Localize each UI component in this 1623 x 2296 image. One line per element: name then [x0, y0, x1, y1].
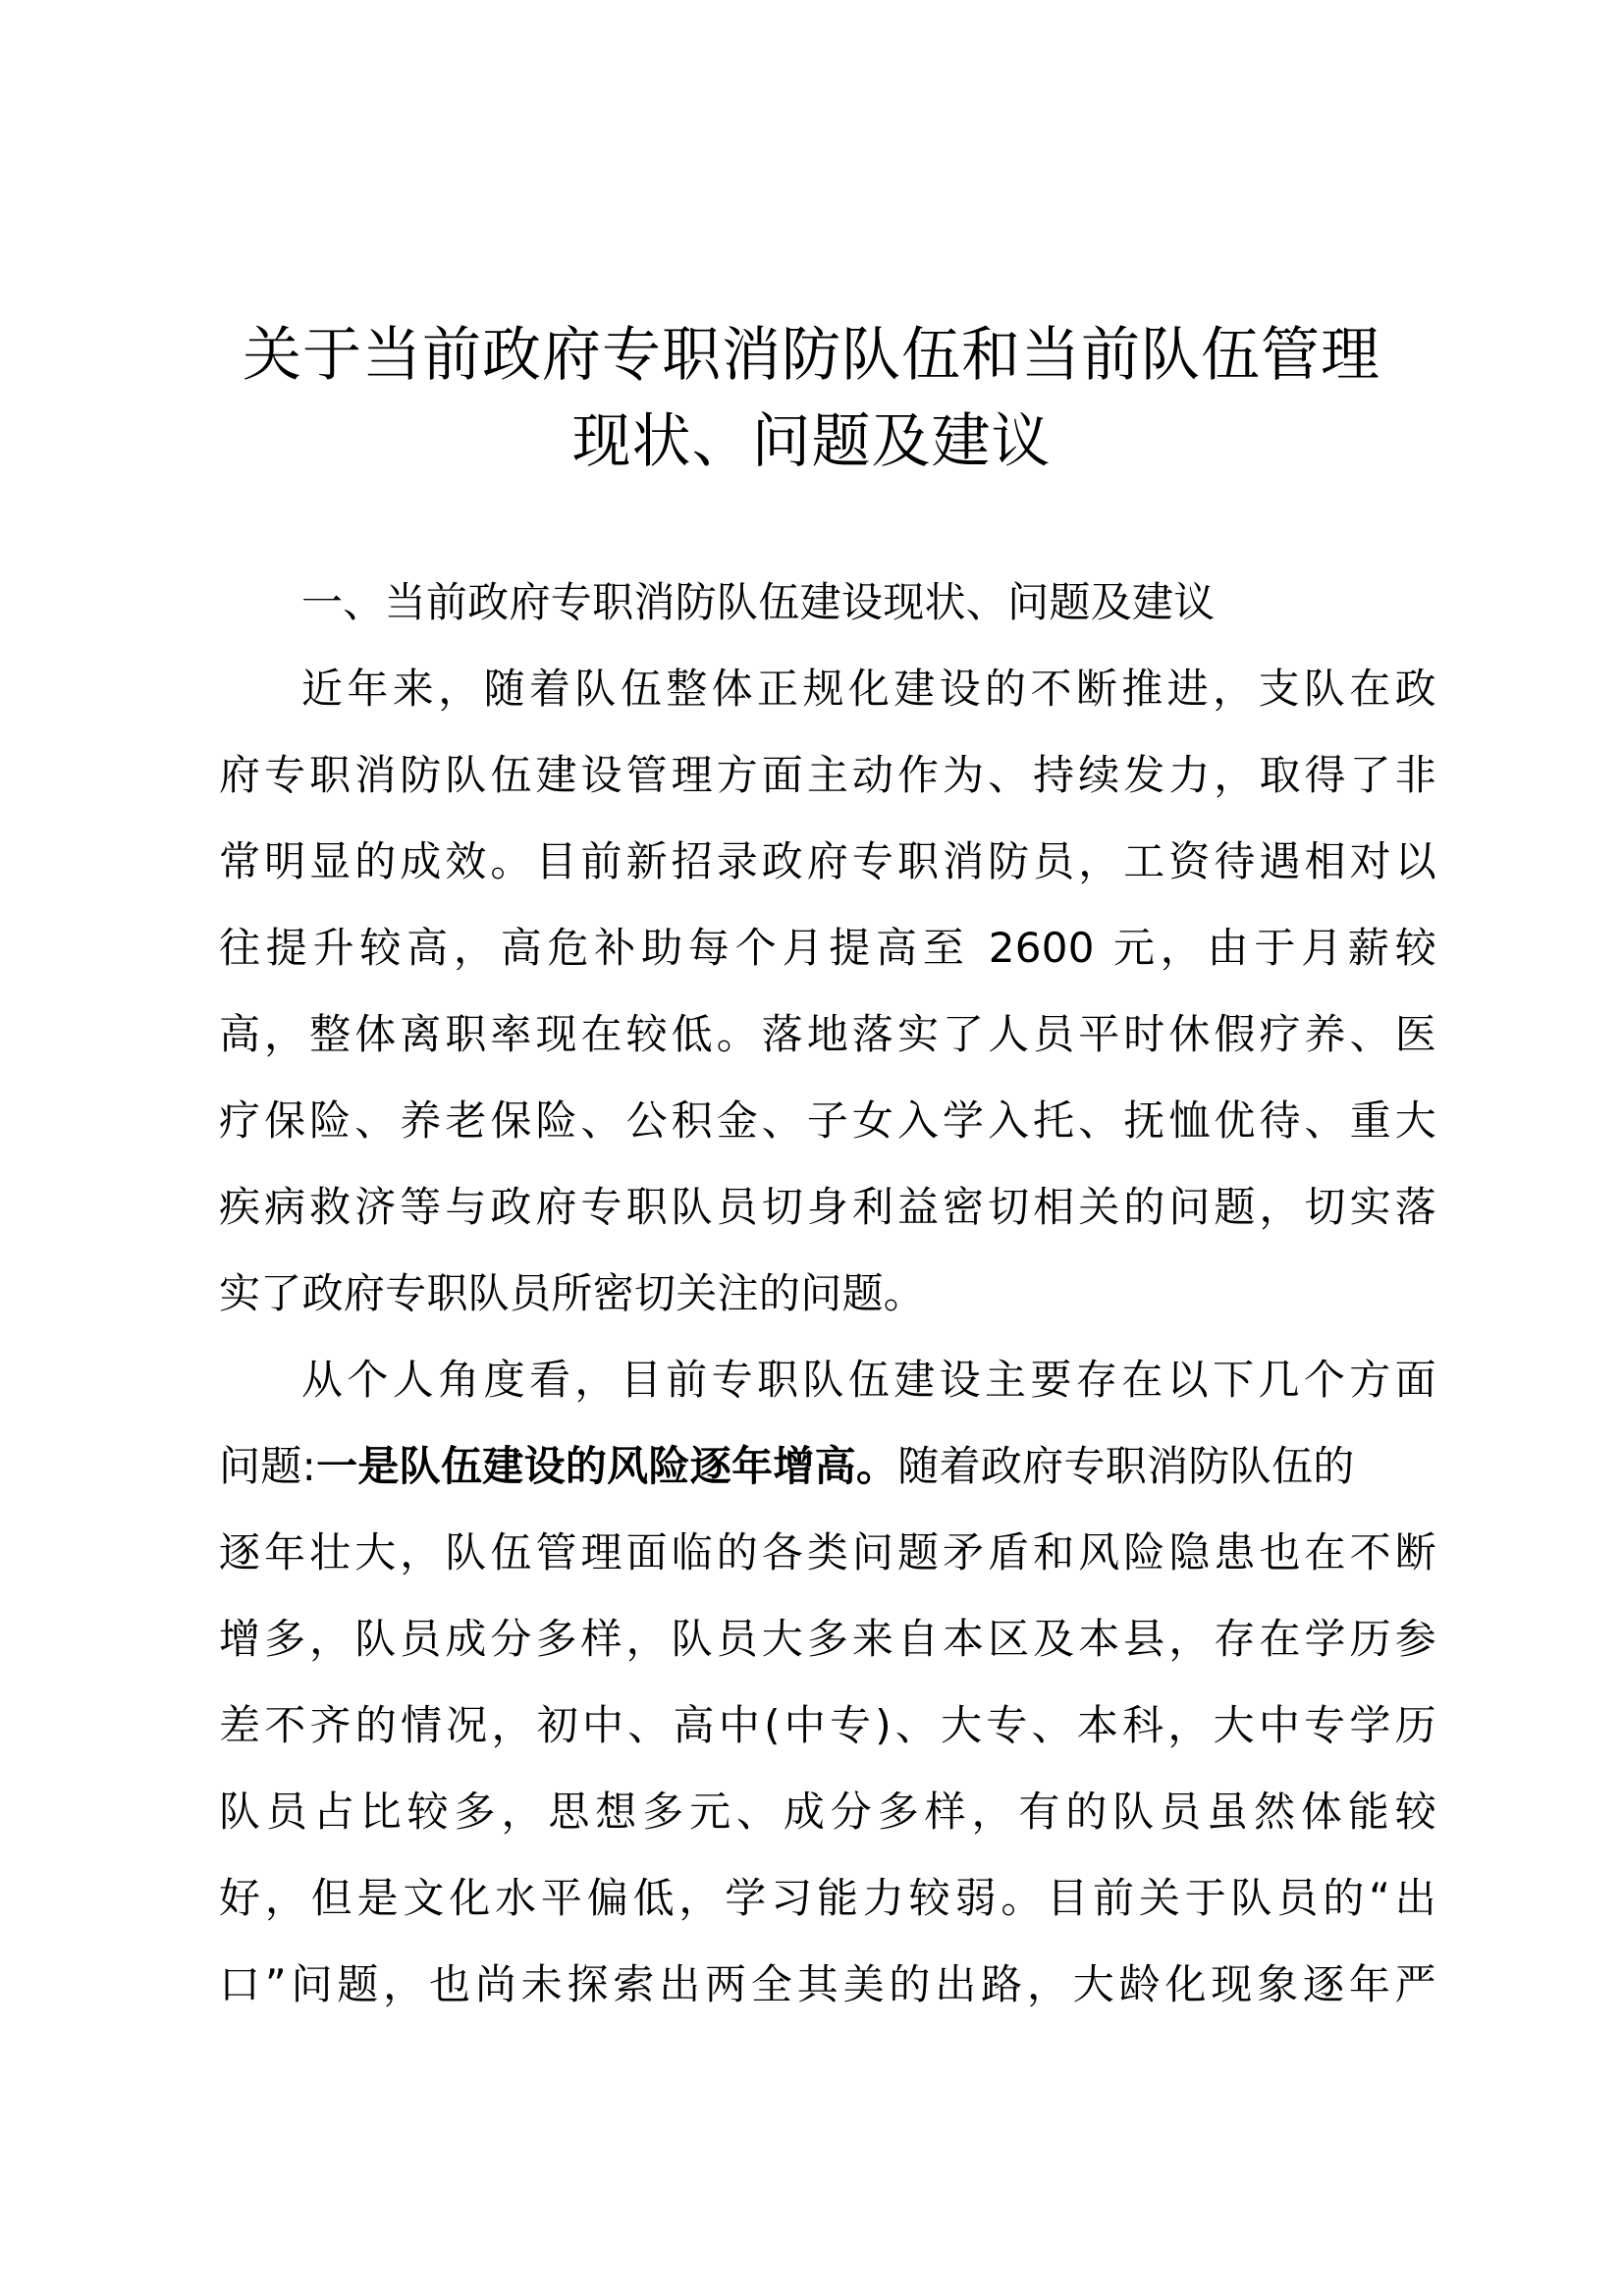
document-body — [219, 560, 1436, 2028]
paragraph-line: 好，但是文化水平偏低，学习能力较弱。目前关于队员的“出 — [219, 1874, 1436, 1922]
paragraph-line-mixed — [219, 1423, 1436, 1510]
document-title — [147, 312, 1476, 485]
paragraph-line: 实了政府专职队员所密切关注的问题。 — [219, 1269, 926, 1317]
paragraph-line: 增多，队员成分多样，队员大多来自本区及本县，存在学历参 — [219, 1615, 1436, 1663]
text-span: 随着政府专职消防队伍的 — [897, 1442, 1355, 1490]
section-heading-1: 一、当前政府专职消防队伍建设现状、问题及建议 — [301, 578, 1216, 626]
paragraph-line: 府专职消防队伍建设管理方面主动作为、持续发力，取得了非 — [219, 751, 1436, 799]
bold-emphasis: 一是队伍建设的风险逐年增高。 — [316, 1442, 898, 1490]
paragraph-line: 疗保险、养老保险、公积金、子女入学入托、抚恤优待、重大 — [219, 1096, 1436, 1145]
paragraph-line: 队员占比较多，思想多元、成分多样，有的队员虽然体能较 — [219, 1788, 1436, 1836]
paragraph-line: 逐年壮大，队伍管理面临的各类问题矛盾和风险隐患也在不断 — [219, 1528, 1436, 1576]
paragraph-line: 疾病救济等与政府专职队员切身利益密切相关的问题，切实落 — [219, 1183, 1436, 1231]
paragraph-line: 近年来，随着队伍整体正规化建设的不断推进，支队在政 — [301, 665, 1436, 713]
paragraph-1 — [219, 646, 1436, 1337]
paragraph-2 — [219, 1337, 1436, 2028]
paragraph-line: 高，整体离职率现在较低。落地落实了人员平时休假疗养、医 — [219, 1010, 1436, 1058]
paragraph-line: 往提升较高，高危补助每个月提高至 2600 元，由于月薪较 — [219, 924, 1436, 972]
paragraph-line: 从个人角度看，目前专职队伍建设主要存在以下几个方面 — [301, 1356, 1436, 1404]
paragraph-line: 口”问题，也尚未探索出两全其美的出路，大龄化现象逐年严 — [219, 1960, 1436, 2008]
title-line-2: 现状、问题及建议 — [571, 407, 1052, 476]
paragraph-line: 常明显的成效。目前新招录政府专职消防员，工资待遇相对以 — [219, 837, 1436, 885]
title-line-1: 关于当前政府专职消防队伍和当前队伍管理 — [243, 321, 1380, 390]
text-span: 问题: — [219, 1442, 317, 1490]
paragraph-line: 差不齐的情况，初中、高中(中专)、大专、本科，大中专学历 — [219, 1701, 1436, 1749]
